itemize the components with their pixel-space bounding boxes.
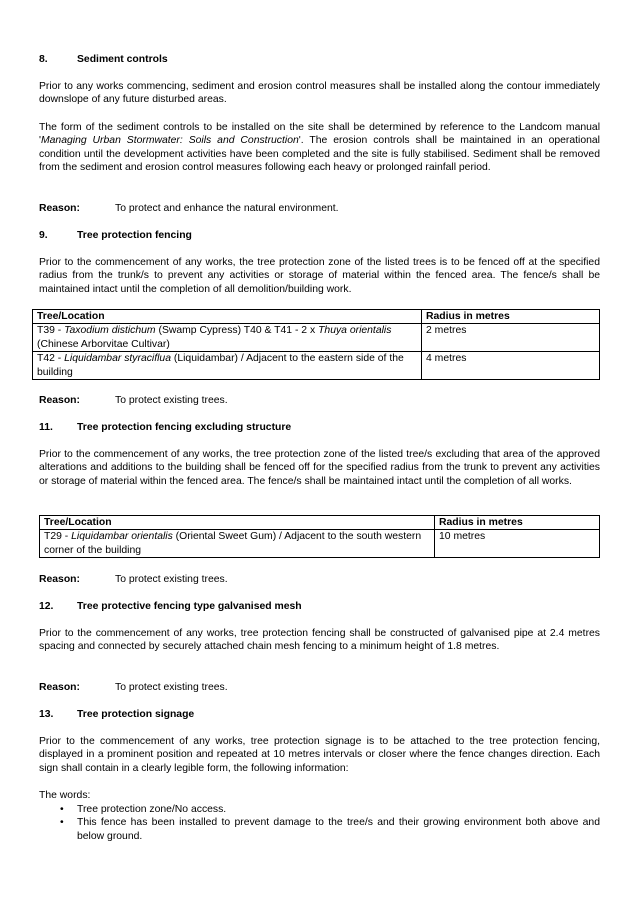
table-header-row	[33, 310, 600, 324]
species-name: Taxodium distichum	[64, 325, 156, 337]
cell-text: T29 -	[44, 531, 72, 543]
section-number: 11.	[39, 422, 53, 433]
section-13-paragraph: Prior to the commencement of any works, tree protection signage is to be attached to the tree protection fencing, displayed in a prominent position and repeated at 10 metres intervals or closer where the fence changes direction. Each sign shall contain in a clearly legible form, the following information:	[39, 736, 600, 774]
table-row	[33, 352, 600, 380]
section-13-heading	[39, 708, 194, 721]
section-number: 13.	[39, 709, 54, 720]
signage-words-list	[39, 803, 600, 843]
reason-text: To protect existing trees.	[115, 395, 228, 406]
paragraph-text: '. The erosion controls shall be maintained in an operational condition until the development activities have been completed and the site is fully stabilised. Sediment shall be removed from the sediment and erosion control measures following each heavy or prolonged rainfall period.	[39, 135, 600, 174]
radius-cell: 4 metres	[422, 352, 600, 380]
section-12-reason	[39, 681, 228, 694]
tree-location-cell	[40, 530, 435, 558]
species-name: Liquidambar orientalis	[71, 531, 173, 543]
cell-text: (Chinese Arborvitae Cultivar)	[37, 338, 170, 350]
reason-label: Reason:	[39, 395, 80, 406]
table-header-row	[40, 516, 600, 530]
section-11-heading	[39, 421, 291, 434]
section-title: Sediment controls	[77, 54, 168, 65]
column-header-tree-location: Tree/Location	[33, 310, 422, 324]
section-title: Tree protection fencing	[77, 230, 192, 241]
species-name: Thuya orientalis	[318, 325, 392, 337]
section-title: Tree protective fencing type galvanised mesh	[77, 601, 302, 612]
section-8-reason	[39, 202, 339, 215]
section-11-paragraph: Prior to the commencement of any works, the tree protection zone of the listed tree/s excluding that area of the approved alterations and additions to the building shall be fenced off for the specified radius from the trunk to prevent any activities or storage of material within the fenced area. The fence/s shall be maintained intact until the completion of all works.	[39, 449, 600, 487]
section-number: 8.	[39, 54, 48, 65]
column-header-radius: Radius in metres	[422, 310, 600, 324]
reason-text: To protect existing trees.	[115, 574, 228, 585]
radius-cell: 10 metres	[435, 530, 600, 558]
column-header-tree-location: Tree/Location	[40, 516, 435, 530]
section-9-paragraph: Prior to the commencement of any works, the tree protection zone of the listed trees is to be fenced off at the specified radius from the trunk/s to prevent any activities or storage of material within the fenced area. The fence/s shall be maintained intact until the completion of all demolition/building work.	[39, 257, 600, 295]
section-8-heading	[39, 53, 168, 66]
section-8-paragraph-1: Prior to any works commencing, sediment and erosion control measures shall be installed along the contour immediately downslope of any future disturbed areas.	[39, 81, 600, 106]
section-title: Tree protection fencing excluding structure	[77, 422, 292, 433]
column-header-radius: Radius in metres	[435, 516, 600, 530]
cell-text: T42 -	[37, 353, 65, 365]
list-item: • This fence has been installed to prevent damage to the tree/s and their growing environment both above and below ground.	[39, 816, 600, 843]
section-number: 9.	[39, 230, 48, 241]
section-number: 12.	[39, 601, 54, 612]
cell-text: (Oriental Sweet Gum) / Adjacent to the south western corner of the building	[44, 531, 422, 556]
table-row	[40, 530, 600, 558]
section-9-tree-table	[32, 309, 600, 380]
reason-text: To protect existing trees.	[115, 682, 228, 693]
cell-text: (Swamp Cypress) T40 & T41 - 2 x	[155, 325, 319, 337]
section-9-heading	[39, 229, 192, 242]
cell-text: (Liquidambar) / Adjacent to the eastern side of the building	[37, 353, 404, 378]
reason-text: To protect and enhance the natural environment.	[115, 203, 339, 214]
section-11-reason	[39, 573, 228, 586]
paragraph-text: The form of the sediment controls to be installed on the site shall be determined by reference to the Landcom manual '	[39, 122, 600, 147]
section-8-paragraph-2	[39, 121, 600, 175]
reason-label: Reason:	[39, 574, 80, 585]
reason-label: Reason:	[39, 203, 80, 214]
manual-title: Managing Urban Stormwater: Soils and Construction	[40, 135, 299, 147]
section-12-heading	[39, 600, 302, 613]
section-13-words-label: The words:	[39, 790, 91, 801]
section-title: Tree protection signage	[77, 709, 195, 720]
section-11-tree-table	[39, 515, 600, 558]
section-9-reason	[39, 394, 228, 407]
tree-location-cell	[33, 324, 422, 352]
cell-text: T39 -	[37, 325, 65, 337]
table-row	[33, 324, 600, 352]
reason-label: Reason:	[39, 682, 80, 693]
species-name: Liquidambar styraciflua	[64, 353, 171, 365]
section-12-paragraph: Prior to the commencement of any works, tree protection fencing shall be constructed of galvanised pipe at 2.4 metres spacing and connected by securely attached chain mesh fencing to a minimum height of 1.8 metres.	[39, 628, 600, 653]
tree-location-cell	[33, 352, 422, 380]
list-item: • Tree protection zone/No access.	[39, 803, 600, 816]
radius-cell: 2 metres	[422, 324, 600, 352]
